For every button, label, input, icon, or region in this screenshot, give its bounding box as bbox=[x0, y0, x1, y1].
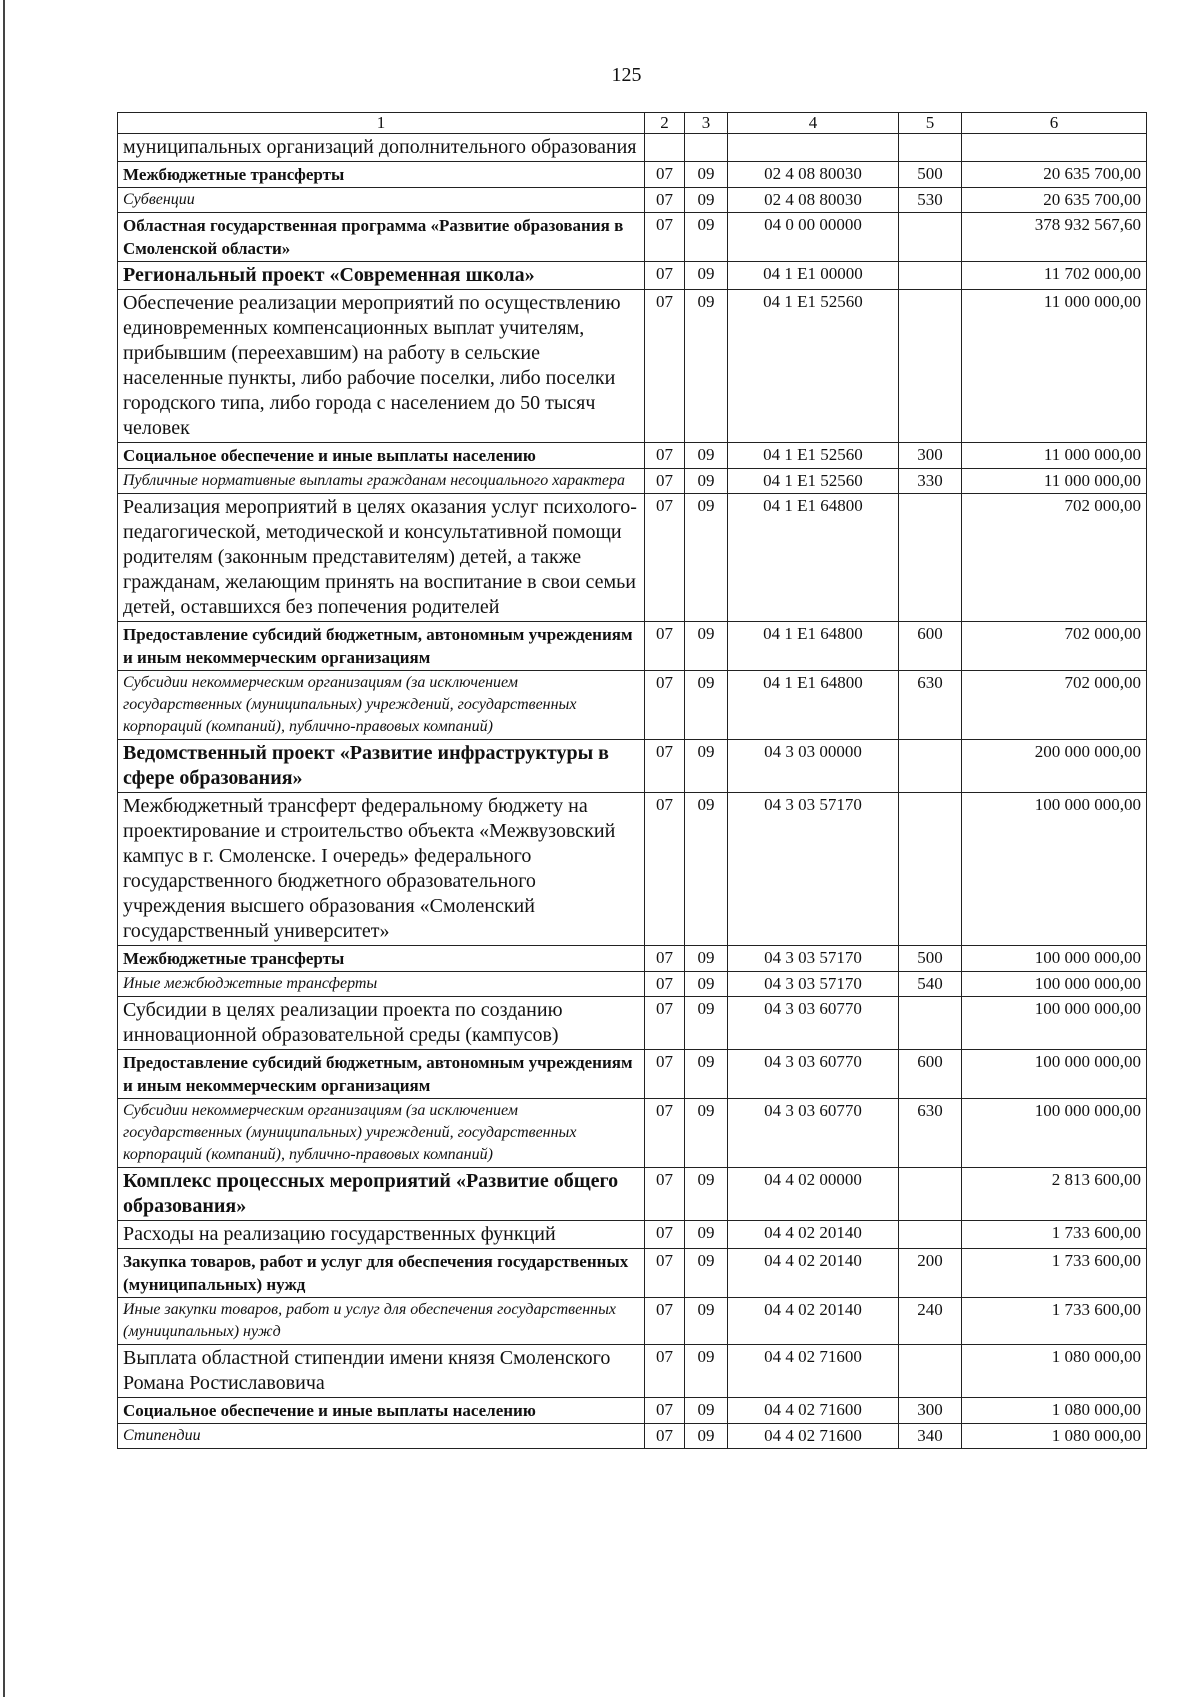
target-article-cell: 04 4 02 71600 bbox=[728, 1424, 899, 1449]
expense-type-cell: 500 bbox=[899, 162, 962, 188]
amount-cell: 100 000 000,00 bbox=[962, 1050, 1147, 1099]
row-name-cell: Субвенции bbox=[118, 188, 645, 213]
table-row bbox=[118, 262, 1147, 290]
target-article-cell: 04 1 E1 64800 bbox=[728, 494, 899, 622]
subsection-code-cell: 09 bbox=[685, 972, 728, 997]
budget-table bbox=[117, 112, 1147, 1449]
left-binding-rule bbox=[3, 0, 5, 1697]
subsection-code-cell: 09 bbox=[685, 1050, 728, 1099]
amount-cell: 11 000 000,00 bbox=[962, 290, 1147, 443]
row-name-cell: Субсидии в целях реализации проекта по созданию инновационной образовательной среды (кампусов) bbox=[118, 997, 645, 1050]
table-row bbox=[118, 1424, 1147, 1449]
column-header-1: 1 bbox=[118, 113, 645, 134]
expense-type-cell bbox=[899, 134, 962, 162]
row-name-cell: Закупка товаров, работ и услуг для обеспечения государственных (муниципальных) нужд bbox=[118, 1249, 645, 1298]
section-code-cell: 07 bbox=[645, 494, 685, 622]
table-row bbox=[118, 469, 1147, 494]
target-article-cell: 04 1 E1 52560 bbox=[728, 443, 899, 469]
expense-type-cell bbox=[899, 793, 962, 946]
amount-cell bbox=[962, 134, 1147, 162]
expense-type-cell: 600 bbox=[899, 622, 962, 671]
section-code-cell: 07 bbox=[645, 1398, 685, 1424]
table-row bbox=[118, 740, 1147, 793]
target-article-cell: 04 4 02 71600 bbox=[728, 1398, 899, 1424]
subsection-code-cell: 09 bbox=[685, 1298, 728, 1345]
subsection-code-cell: 09 bbox=[685, 494, 728, 622]
target-article-cell: 04 4 02 71600 bbox=[728, 1345, 899, 1398]
table-row bbox=[118, 1221, 1147, 1249]
page-number: 125 bbox=[611, 64, 642, 86]
section-code-cell: 07 bbox=[645, 622, 685, 671]
expense-type-cell bbox=[899, 1168, 962, 1221]
table-row bbox=[118, 793, 1147, 946]
amount-cell: 1 733 600,00 bbox=[962, 1249, 1147, 1298]
subsection-code-cell: 09 bbox=[685, 262, 728, 290]
table-row bbox=[118, 622, 1147, 671]
section-code-cell: 07 bbox=[645, 162, 685, 188]
section-code-cell: 07 bbox=[645, 443, 685, 469]
row-name-cell: Комплекс процессных мероприятий «Развитие общего образования» bbox=[118, 1168, 645, 1221]
table-row bbox=[118, 213, 1147, 262]
section-code-cell: 07 bbox=[645, 1298, 685, 1345]
section-code-cell: 07 bbox=[645, 740, 685, 793]
amount-cell: 1 080 000,00 bbox=[962, 1424, 1147, 1449]
row-name-cell: Выплата областной стипендии имени князя Смоленского Романа Ростиславовича bbox=[118, 1345, 645, 1398]
section-code-cell: 07 bbox=[645, 1345, 685, 1398]
table-row bbox=[118, 1298, 1147, 1345]
row-name-cell: Межбюджетный трансферт федеральному бюджету на проектирование и строительство объекта «Межвузовский кампус в г. Смоленске. I очередь» федерального государственного бюджетного образовательного учреждения высшего образования «Смоленский государственный университет» bbox=[118, 793, 645, 946]
expense-type-cell bbox=[899, 740, 962, 793]
row-name-cell: Стипендии bbox=[118, 1424, 645, 1449]
section-code-cell: 07 bbox=[645, 946, 685, 972]
row-name-cell: Расходы на реализацию государственных функций bbox=[118, 1221, 645, 1249]
target-article-cell: 04 0 00 00000 bbox=[728, 213, 899, 262]
row-name-cell: Межбюджетные трансферты bbox=[118, 162, 645, 188]
row-name-cell: Реализация мероприятий в целях оказания услуг психолого-педагогической, методической и консультативной помощи родителям (законным представителям) детей, а также гражданам, желающим принять на воспитание в свои семьи детей, оставшихся без попечения родителей bbox=[118, 494, 645, 622]
amount-cell: 702 000,00 bbox=[962, 622, 1147, 671]
section-code-cell: 07 bbox=[645, 290, 685, 443]
subsection-code-cell: 09 bbox=[685, 740, 728, 793]
section-code-cell: 07 bbox=[645, 1099, 685, 1168]
table-row bbox=[118, 1168, 1147, 1221]
subsection-code-cell: 09 bbox=[685, 1221, 728, 1249]
target-article-cell: 04 4 02 20140 bbox=[728, 1221, 899, 1249]
row-name-cell: Межбюджетные трансферты bbox=[118, 946, 645, 972]
expense-type-cell: 200 bbox=[899, 1249, 962, 1298]
subsection-code-cell: 09 bbox=[685, 1345, 728, 1398]
target-article-cell: 04 3 03 60770 bbox=[728, 1050, 899, 1099]
subsection-code-cell: 09 bbox=[685, 443, 728, 469]
table-row bbox=[118, 972, 1147, 997]
table-row bbox=[118, 1050, 1147, 1099]
subsection-code-cell: 09 bbox=[685, 622, 728, 671]
amount-cell: 702 000,00 bbox=[962, 494, 1147, 622]
amount-cell: 2 813 600,00 bbox=[962, 1168, 1147, 1221]
section-code-cell: 07 bbox=[645, 1249, 685, 1298]
amount-cell: 100 000 000,00 bbox=[962, 793, 1147, 946]
column-header-6: 6 bbox=[962, 113, 1147, 134]
expense-type-cell: 630 bbox=[899, 1099, 962, 1168]
expense-type-cell bbox=[899, 1345, 962, 1398]
amount-cell: 11 000 000,00 bbox=[962, 443, 1147, 469]
target-article-cell: 04 3 03 57170 bbox=[728, 946, 899, 972]
expense-type-cell bbox=[899, 290, 962, 443]
subsection-code-cell: 09 bbox=[685, 793, 728, 946]
table-row bbox=[118, 1099, 1147, 1168]
table-row bbox=[118, 443, 1147, 469]
amount-cell: 100 000 000,00 bbox=[962, 972, 1147, 997]
section-code-cell: 07 bbox=[645, 997, 685, 1050]
target-article-cell: 04 1 E1 52560 bbox=[728, 469, 899, 494]
column-header-4: 4 bbox=[728, 113, 899, 134]
target-article-cell: 04 3 03 57170 bbox=[728, 972, 899, 997]
column-header-3: 3 bbox=[685, 113, 728, 134]
column-header-5: 5 bbox=[899, 113, 962, 134]
target-article-cell: 04 3 03 60770 bbox=[728, 997, 899, 1050]
amount-cell: 1 080 000,00 bbox=[962, 1345, 1147, 1398]
target-article-cell bbox=[728, 134, 899, 162]
target-article-cell: 04 3 03 60770 bbox=[728, 1099, 899, 1168]
amount-cell: 20 635 700,00 bbox=[962, 162, 1147, 188]
table-row bbox=[118, 1345, 1147, 1398]
row-name-cell: Региональный проект «Современная школа» bbox=[118, 262, 645, 290]
subsection-code-cell bbox=[685, 134, 728, 162]
section-code-cell: 07 bbox=[645, 793, 685, 946]
expense-type-cell bbox=[899, 1221, 962, 1249]
table-row bbox=[118, 188, 1147, 213]
expense-type-cell bbox=[899, 997, 962, 1050]
row-name-cell: Предоставление субсидий бюджетным, автономным учреждениям и иным некоммерческим организациям bbox=[118, 622, 645, 671]
expense-type-cell: 630 bbox=[899, 671, 962, 740]
amount-cell: 1 733 600,00 bbox=[962, 1298, 1147, 1345]
table-row bbox=[118, 671, 1147, 740]
amount-cell: 11 000 000,00 bbox=[962, 469, 1147, 494]
section-code-cell: 07 bbox=[645, 262, 685, 290]
table-row bbox=[118, 997, 1147, 1050]
row-name-cell: Субсидии некоммерческим организациям (за исключением государственных (муниципальных) учреждений, государственных корпораций (компаний), публично-правовых компаний) bbox=[118, 1099, 645, 1168]
table-body bbox=[118, 134, 1147, 1449]
expense-type-cell: 240 bbox=[899, 1298, 962, 1345]
table-row bbox=[118, 1398, 1147, 1424]
row-name-cell: Ведомственный проект «Развитие инфраструктуры в сфере образования» bbox=[118, 740, 645, 793]
target-article-cell: 02 4 08 80030 bbox=[728, 162, 899, 188]
expense-type-cell bbox=[899, 213, 962, 262]
section-code-cell: 07 bbox=[645, 213, 685, 262]
row-name-cell: Обеспечение реализации мероприятий по осуществлению единовременных компенсационных выплат учителям, прибывшим (переехавшим) на работу в сельские населенные пункты, либо рабочие поселки, либо поселки городского типа, либо города с населением до 50 тысяч человек bbox=[118, 290, 645, 443]
expense-type-cell: 300 bbox=[899, 1398, 962, 1424]
row-name-cell: Социальное обеспечение и иные выплаты населению bbox=[118, 443, 645, 469]
amount-cell: 1 733 600,00 bbox=[962, 1221, 1147, 1249]
column-number-row bbox=[118, 113, 1147, 134]
expense-type-cell: 540 bbox=[899, 972, 962, 997]
amount-cell: 20 635 700,00 bbox=[962, 188, 1147, 213]
target-article-cell: 04 1 E1 00000 bbox=[728, 262, 899, 290]
subsection-code-cell: 09 bbox=[685, 290, 728, 443]
amount-cell: 378 932 567,60 bbox=[962, 213, 1147, 262]
expense-type-cell: 600 bbox=[899, 1050, 962, 1099]
row-name-cell: Субсидии некоммерческим организациям (за исключением государственных (муниципальных) учреждений, государственных корпораций (компаний), публично-правовых компаний) bbox=[118, 671, 645, 740]
subsection-code-cell: 09 bbox=[685, 997, 728, 1050]
target-article-cell: 04 4 02 00000 bbox=[728, 1168, 899, 1221]
target-article-cell: 04 1 E1 64800 bbox=[728, 671, 899, 740]
subsection-code-cell: 09 bbox=[685, 1168, 728, 1221]
section-code-cell: 07 bbox=[645, 1050, 685, 1099]
section-code-cell: 07 bbox=[645, 1221, 685, 1249]
expense-type-cell: 330 bbox=[899, 469, 962, 494]
row-name-cell: Социальное обеспечение и иные выплаты населению bbox=[118, 1398, 645, 1424]
target-article-cell: 02 4 08 80030 bbox=[728, 188, 899, 213]
expense-type-cell: 500 bbox=[899, 946, 962, 972]
subsection-code-cell: 09 bbox=[685, 213, 728, 262]
amount-cell: 702 000,00 bbox=[962, 671, 1147, 740]
subsection-code-cell: 09 bbox=[685, 946, 728, 972]
subsection-code-cell: 09 bbox=[685, 1099, 728, 1168]
section-code-cell: 07 bbox=[645, 469, 685, 494]
row-name-cell: Предоставление субсидий бюджетным, автономным учреждениям и иным некоммерческим организациям bbox=[118, 1050, 645, 1099]
table-row bbox=[118, 134, 1147, 162]
amount-cell: 100 000 000,00 bbox=[962, 946, 1147, 972]
section-code-cell: 07 bbox=[645, 972, 685, 997]
subsection-code-cell: 09 bbox=[685, 188, 728, 213]
row-name-cell: Иные межбюджетные трансферты bbox=[118, 972, 645, 997]
amount-cell: 100 000 000,00 bbox=[962, 997, 1147, 1050]
expense-type-cell bbox=[899, 262, 962, 290]
section-code-cell: 07 bbox=[645, 671, 685, 740]
expense-type-cell: 340 bbox=[899, 1424, 962, 1449]
target-article-cell: 04 3 03 00000 bbox=[728, 740, 899, 793]
target-article-cell: 04 1 E1 64800 bbox=[728, 622, 899, 671]
expense-type-cell bbox=[899, 494, 962, 622]
row-name-cell: муниципальных организаций дополнительного образования bbox=[118, 134, 645, 162]
expense-type-cell: 300 bbox=[899, 443, 962, 469]
amount-cell: 200 000 000,00 bbox=[962, 740, 1147, 793]
table-row bbox=[118, 162, 1147, 188]
target-article-cell: 04 4 02 20140 bbox=[728, 1249, 899, 1298]
column-header-2: 2 bbox=[645, 113, 685, 134]
table-row bbox=[118, 1249, 1147, 1298]
section-code-cell bbox=[645, 134, 685, 162]
section-code-cell: 07 bbox=[645, 188, 685, 213]
target-article-cell: 04 4 02 20140 bbox=[728, 1298, 899, 1345]
subsection-code-cell: 09 bbox=[685, 1398, 728, 1424]
table-row bbox=[118, 946, 1147, 972]
subsection-code-cell: 09 bbox=[685, 1249, 728, 1298]
target-article-cell: 04 3 03 57170 bbox=[728, 793, 899, 946]
row-name-cell: Публичные нормативные выплаты гражданам несоциального характера bbox=[118, 469, 645, 494]
amount-cell: 1 080 000,00 bbox=[962, 1398, 1147, 1424]
amount-cell: 11 702 000,00 bbox=[962, 262, 1147, 290]
subsection-code-cell: 09 bbox=[685, 162, 728, 188]
row-name-cell: Областная государственная программа «Развитие образования в Смоленской области» bbox=[118, 213, 645, 262]
subsection-code-cell: 09 bbox=[685, 1424, 728, 1449]
target-article-cell: 04 1 E1 52560 bbox=[728, 290, 899, 443]
row-name-cell: Иные закупки товаров, работ и услуг для обеспечения государственных (муниципальных) нужд bbox=[118, 1298, 645, 1345]
section-code-cell: 07 bbox=[645, 1168, 685, 1221]
subsection-code-cell: 09 bbox=[685, 469, 728, 494]
subsection-code-cell: 09 bbox=[685, 671, 728, 740]
amount-cell: 100 000 000,00 bbox=[962, 1099, 1147, 1168]
expense-type-cell: 530 bbox=[899, 188, 962, 213]
table-row bbox=[118, 290, 1147, 443]
section-code-cell: 07 bbox=[645, 1424, 685, 1449]
table-row bbox=[118, 494, 1147, 622]
